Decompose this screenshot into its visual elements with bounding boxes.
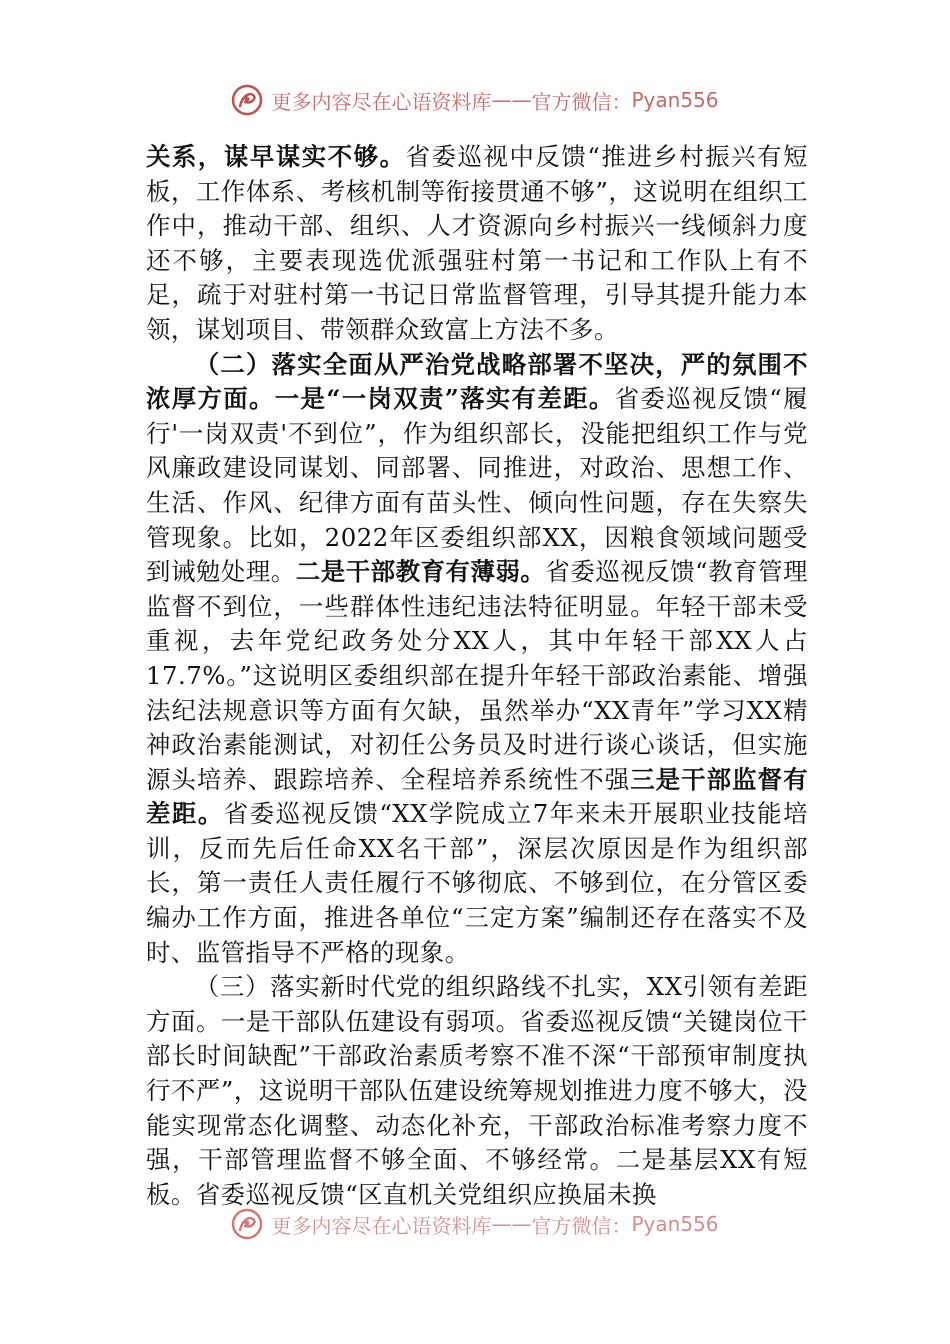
bold-heading-text: 二是干部教育有薄弱。 (295, 557, 546, 587)
paragraph (146, 348, 808, 971)
watermark-wechat-id: Pyan556 (631, 88, 719, 112)
document-body (146, 140, 808, 1212)
watermark-separator: —— (491, 88, 532, 112)
watermark-wechat-label: 官方微信： (531, 1213, 632, 1238)
brand-logo-icon (231, 84, 263, 116)
bold-heading-text: 关系，谋早谋实不够。 (146, 142, 406, 171)
watermark-wechat-id: Pyan556 (631, 1212, 719, 1236)
paragraph (146, 970, 808, 1212)
watermark-wechat-label: 官方微信： (531, 89, 632, 114)
paragraph (146, 140, 808, 348)
body-text-run: 省委巡视中反馈“推进乡村振兴有短板，工作体系、考核机制等衔接贯通不够”，这说明在组织工作中，推动干部、组织、人才资源向乡村振兴一线倾斜力度还不够，主要表现选优派强驻村第一书记和工作队上有不足，疏于对驻村第一书记日常监督管理，引导其提升能力本领，谋划项目、带领群众致富上方法不多。 (146, 142, 808, 344)
watermark-footer (0, 1204, 950, 1244)
bold-heading-text: 一是“一岗双责”落实有差距。 (274, 384, 615, 414)
body-text-run: 省委巡视反馈“教育管理监督不到位，一些群体性违纪违法特征明显。年轻干部未受重视，去年党纪政务处分XX人，其中年轻干部XX人占17.7%。”这说明区委组织部在提升年轻干部政治素能、增强法纪法规意识等方面有欠缺，虽然举办“XX青年”学习XX精神政治素能测试，对初任公务员及时进行谈心谈话，但实施源头培养、跟踪培养、全程培养系统性不强 (146, 557, 808, 794)
watermark-brand: 更多内容尽在心语资料库 (271, 89, 492, 114)
bold-heading-text: （二）落实全面从严治党战略部署不坚决，严的氛围不浓厚方面。 (146, 349, 808, 414)
body-text-run: 省委巡视反馈“履行'一岗双责'不到位”，作为组织部长，没能把组织工作与党风廉政建设同谋划、同部署、同推进，对政治、思想工作、生活、作风、纪律方面有苗头性、倾向性问题，存在失察失管现象。比如，2022年区委组织部XX，因粮食领域问题受到诫勉处理。 (146, 384, 808, 587)
watermark-brand: 更多内容尽在心语资料库 (271, 1213, 492, 1238)
body-text-run: （三）落实新时代党的组织路线不扎实，XX引领有差距方面。一是干部队伍建设有弱项。省委巡视反馈“关键岗位干部长时间缺配”干部政治素质考察不准不深“干部预审制度执行不严”，这说明干部队伍建设统筹规划推进力度不够大，没能实现常态化调整、动态化补充，干部政治标准考察力度不强，干部管理监督不够全面、不够经常。二是基层XX有短板。省委巡视反馈“区直机关党组织应换届未换 (146, 972, 808, 1209)
body-text-run: 省委巡视反馈“XX学院成立7年来未开展职业技能培训，反而先后任命XX名干部”，深层次原因是作为组织部长，第一责任人责任履行不够彻底、不够到位，在分管区委编办工作方面，推进各单位“三定方案”编制还存在落实不及时、监管指导不严格的现象。 (146, 799, 808, 967)
brand-logo-icon (231, 1208, 263, 1240)
bold-heading-text: 三是干部监督有差距。 (146, 764, 808, 829)
watermark-header (0, 80, 950, 120)
watermark-separator: —— (491, 1212, 532, 1236)
